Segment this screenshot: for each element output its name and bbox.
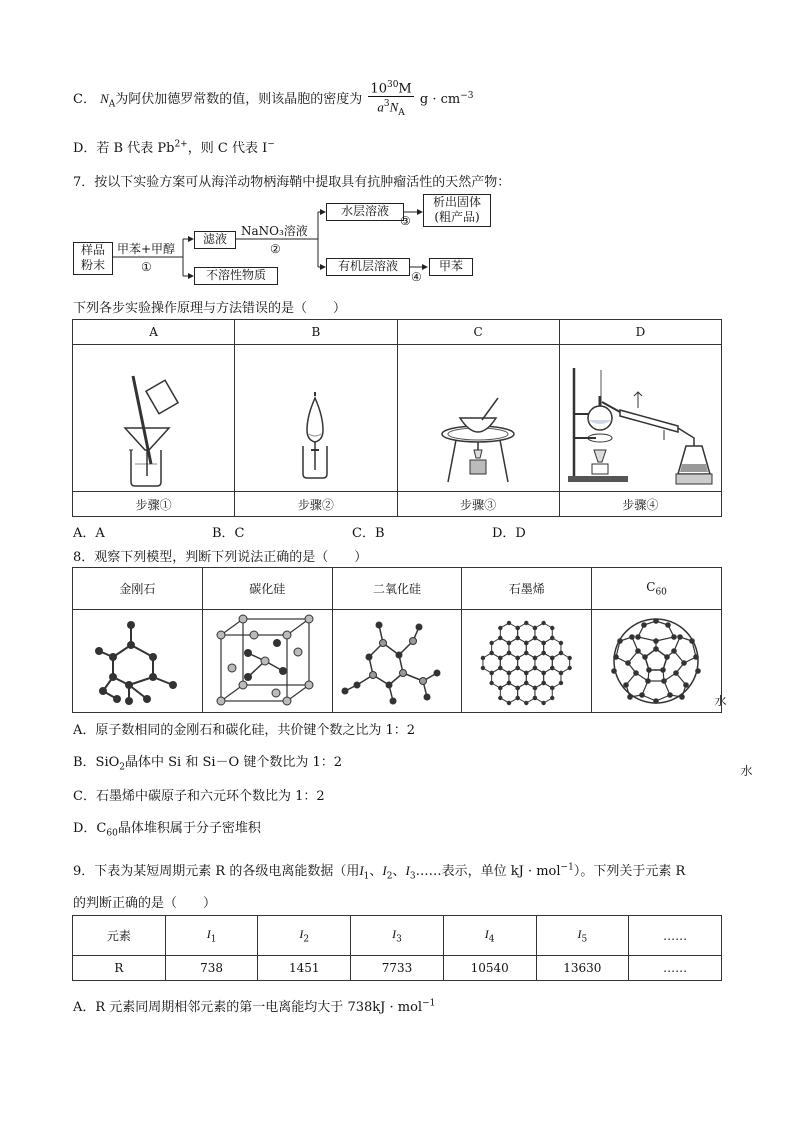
q9-stem: 9．下表为某短周期元素 R 的各级电离能数据（用$I_1$、$I_2$、$I_3\dots\dots$表示，单位 kJ · mol$^{-1}$）。下列关于元素 R bbox=[73, 862, 686, 882]
cell-i4: 10540 bbox=[443, 956, 536, 981]
separatory-funnel-diagram bbox=[235, 346, 395, 491]
q8-option-b: B．SiO$_2$晶体中 Si 和 Si－O 键个数比为 1：2 bbox=[73, 755, 343, 773]
header-i2: $I_2$ bbox=[258, 916, 351, 956]
insoluble-box: 不溶性物质 bbox=[194, 267, 278, 285]
graphene-structure bbox=[462, 611, 590, 711]
separatory-funnel-apparatus bbox=[235, 345, 397, 492]
aqueous-layer-box: 水层溶液 bbox=[326, 203, 404, 221]
c60-model bbox=[592, 610, 722, 713]
caption-step1: 步骤① bbox=[73, 492, 235, 517]
crystal-model-table bbox=[72, 567, 722, 713]
step4-label: ④ bbox=[411, 270, 422, 284]
q7-option-b: B．C bbox=[212, 526, 245, 541]
header-sio2: 二氧化硅 bbox=[332, 568, 462, 610]
cell-element: R bbox=[73, 956, 166, 981]
graphene-model bbox=[462, 610, 592, 713]
col-header-a: A bbox=[73, 320, 235, 345]
sic-structure bbox=[203, 611, 331, 711]
caption-step4: 步骤④ bbox=[559, 492, 721, 517]
evaporation-diagram bbox=[398, 346, 558, 491]
q8-option-c: C．石墨烯中碳原子和六元环个数比为 1：2 bbox=[73, 789, 325, 804]
crude-product-box: 析出固体 (粗产品) bbox=[423, 194, 491, 227]
q6-option-d: D．若 B 代表 $Pb^{2+}$，则 C 代表 I− bbox=[73, 139, 275, 156]
distillation-diagram bbox=[560, 346, 720, 491]
reagent2-label: NaNO₃溶液 bbox=[241, 224, 308, 238]
filtrate-box: 滤液 bbox=[194, 231, 236, 249]
q8-stem: 8．观察下列模型，判断下列说法正确的是（ ） bbox=[73, 550, 368, 565]
step3-label: ③ bbox=[400, 214, 411, 228]
col-header-b: B bbox=[235, 320, 397, 345]
q7-option-d: D．D bbox=[492, 526, 526, 541]
caption-step3: 步骤③ bbox=[397, 492, 559, 517]
organic-layer-box: 有机层溶液 bbox=[326, 258, 410, 276]
q9-option-a: A．R 元素同周期相邻元素的第一电离能均大于 738kJ · mol$^{-1}$ bbox=[73, 998, 436, 1015]
q8-option-a: A．原子数相同的金刚石和碳化硅，共价键个数之比为 1：2 bbox=[73, 723, 416, 738]
q7-option-c: C．B bbox=[352, 526, 385, 541]
q9-stem-line2: 的判断正确的是（ ） bbox=[73, 896, 217, 911]
header-sic: 碳化硅 bbox=[202, 568, 332, 610]
step2-label: ② bbox=[270, 242, 281, 256]
sample-powder-box: 样品 粉末 bbox=[73, 242, 113, 275]
caption-step2: 步骤② bbox=[235, 492, 397, 517]
header-element: 元素 bbox=[73, 916, 166, 956]
c60-structure bbox=[592, 611, 720, 711]
cell-i5: 13630 bbox=[536, 956, 629, 981]
diamond-structure bbox=[73, 611, 201, 711]
water-in-label: 水 bbox=[740, 763, 753, 778]
sio2-model bbox=[332, 610, 462, 713]
q7-question: 下列各步实验操作原理与方法错误的是（ ） bbox=[73, 301, 347, 316]
sio2-structure bbox=[333, 611, 461, 711]
ionization-energy-table bbox=[72, 915, 722, 981]
q6-option-c: C． $N_A$为阿伏加德罗常数的值，则该晶胞的密度为 $\frac{10^{30}M}{a^3N_A}$ $g \cdot cm^{-3}$ bbox=[73, 78, 473, 121]
cell-ellipsis: …… bbox=[629, 956, 722, 981]
header-graphene: 石墨烯 bbox=[462, 568, 592, 610]
diamond-model bbox=[73, 610, 203, 713]
sic-model bbox=[202, 610, 332, 713]
header-i3: $I_3$ bbox=[351, 916, 444, 956]
header-diamond: 金刚石 bbox=[73, 568, 203, 610]
water-out-label: 水 bbox=[714, 693, 727, 708]
header-c60: $C_{60}$ bbox=[592, 568, 722, 610]
cell-i1: 738 bbox=[165, 956, 258, 981]
extraction-flowchart bbox=[73, 192, 493, 282]
q8-option-d: D．$C_{60}$晶体堆积属于分子密堆积 bbox=[73, 821, 261, 839]
filtration-diagram bbox=[73, 346, 233, 491]
header-i1: $I_1$ bbox=[165, 916, 258, 956]
reagent1-label: 甲苯+甲醇 bbox=[117, 242, 176, 256]
cell-i2: 1451 bbox=[258, 956, 351, 981]
header-i4: $I_4$ bbox=[443, 916, 536, 956]
density-fraction: $\frac{10^{30}M}{a^3N_A}$ bbox=[370, 80, 412, 119]
step1-label: ① bbox=[141, 260, 152, 274]
filtration-apparatus bbox=[73, 345, 235, 492]
toluene-box: 甲苯 bbox=[429, 258, 473, 276]
col-header-c: C bbox=[397, 320, 559, 345]
evaporation-apparatus bbox=[397, 345, 559, 492]
col-header-d: D bbox=[559, 320, 721, 345]
header-i5: $I_5$ bbox=[536, 916, 629, 956]
q7-option-a: A．A bbox=[73, 526, 105, 541]
header-ellipsis: …… bbox=[629, 916, 722, 956]
cell-i3: 7733 bbox=[351, 956, 444, 981]
q7-stem: 7．按以下实验方案可从海洋动物柄海鞘中提取具有抗肿瘤活性的天然产物： bbox=[73, 175, 511, 190]
